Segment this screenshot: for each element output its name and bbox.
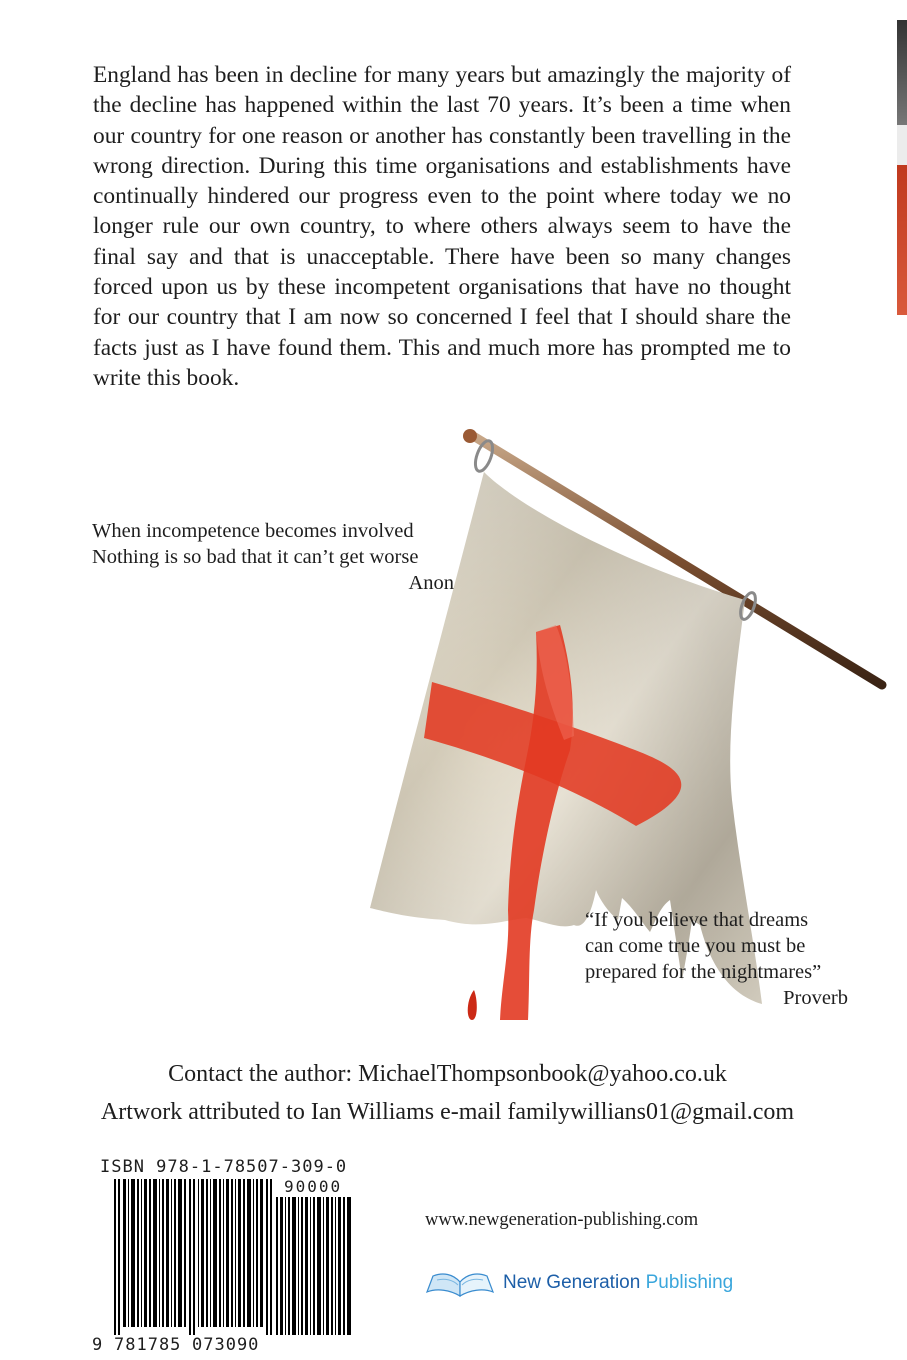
spine-dark-strip — [897, 20, 907, 125]
barcode-right-group: 073090 — [192, 1335, 260, 1355]
back-cover-blurb: England has been in decline for many years but amazingly the majority of the decline has happened within the last 70 years. It’s been a time when our country for one reason or another has constantly been travelling in the wrong direction. During this time organisations and establishments have continually hindered our progress even to the point where today we no longer rule our own country, to where others always seem to have the final say and that is unacceptable. There have been so many changes forced upon us by these incompetent organisations that have no thought for our country that I am now so concerned I feel that I should share the facts just as I have found them. This and much more has prompted me to write this book. — [93, 62, 791, 391]
quote-anon-attribution: Anon — [408, 572, 454, 594]
open-book-icon — [425, 1268, 495, 1298]
quote-proverb — [585, 907, 848, 1011]
barcode-main-bars — [114, 1179, 274, 1335]
quote-anon-line-1: When incompetence becomes involved — [92, 520, 414, 542]
barcode-digits — [92, 1335, 259, 1355]
publisher-website: www.newgeneration-publishing.com — [425, 1210, 699, 1230]
flag-blood-drip — [468, 990, 477, 1020]
quote-anon-line-2: Nothing is so bad that it can’t get worse — [92, 546, 419, 568]
quote-anon — [92, 518, 454, 596]
barcode-left-group: 781785 — [114, 1335, 182, 1355]
barcode-addon-digits: 90000 — [284, 1177, 343, 1196]
publisher-name — [503, 1272, 733, 1294]
spine-red-strip — [897, 165, 907, 315]
quote-proverb-line-3: prepared for the nightmares” — [585, 961, 822, 983]
isbn-label: ISBN 978-1-78507-309-0 — [100, 1157, 348, 1177]
flag-ring-top — [472, 439, 496, 474]
author-contact: Contact the author: MichaelThompsonbook@yahoo.co.uk — [168, 1061, 727, 1087]
quote-proverb-line-1: “If you believe that dreams — [585, 909, 809, 931]
artwork-credit: Artwork attributed to Ian Williams e-mail familywillians01@gmail.com — [100, 1099, 795, 1125]
publisher-logo — [425, 1268, 733, 1298]
barcode-first-digit: 9 — [92, 1335, 103, 1355]
publisher-name-main: New Generation — [503, 1272, 646, 1293]
flag-pole-finial — [463, 429, 477, 443]
quote-proverb-attribution: Proverb — [783, 987, 848, 1009]
barcode-addon-bars — [276, 1197, 356, 1335]
isbn-barcode — [86, 1157, 376, 1357]
quote-proverb-line-2: can come true you must be — [585, 935, 806, 957]
publisher-name-accent: Publishing — [645, 1272, 734, 1293]
spine-white-strip — [897, 125, 907, 165]
